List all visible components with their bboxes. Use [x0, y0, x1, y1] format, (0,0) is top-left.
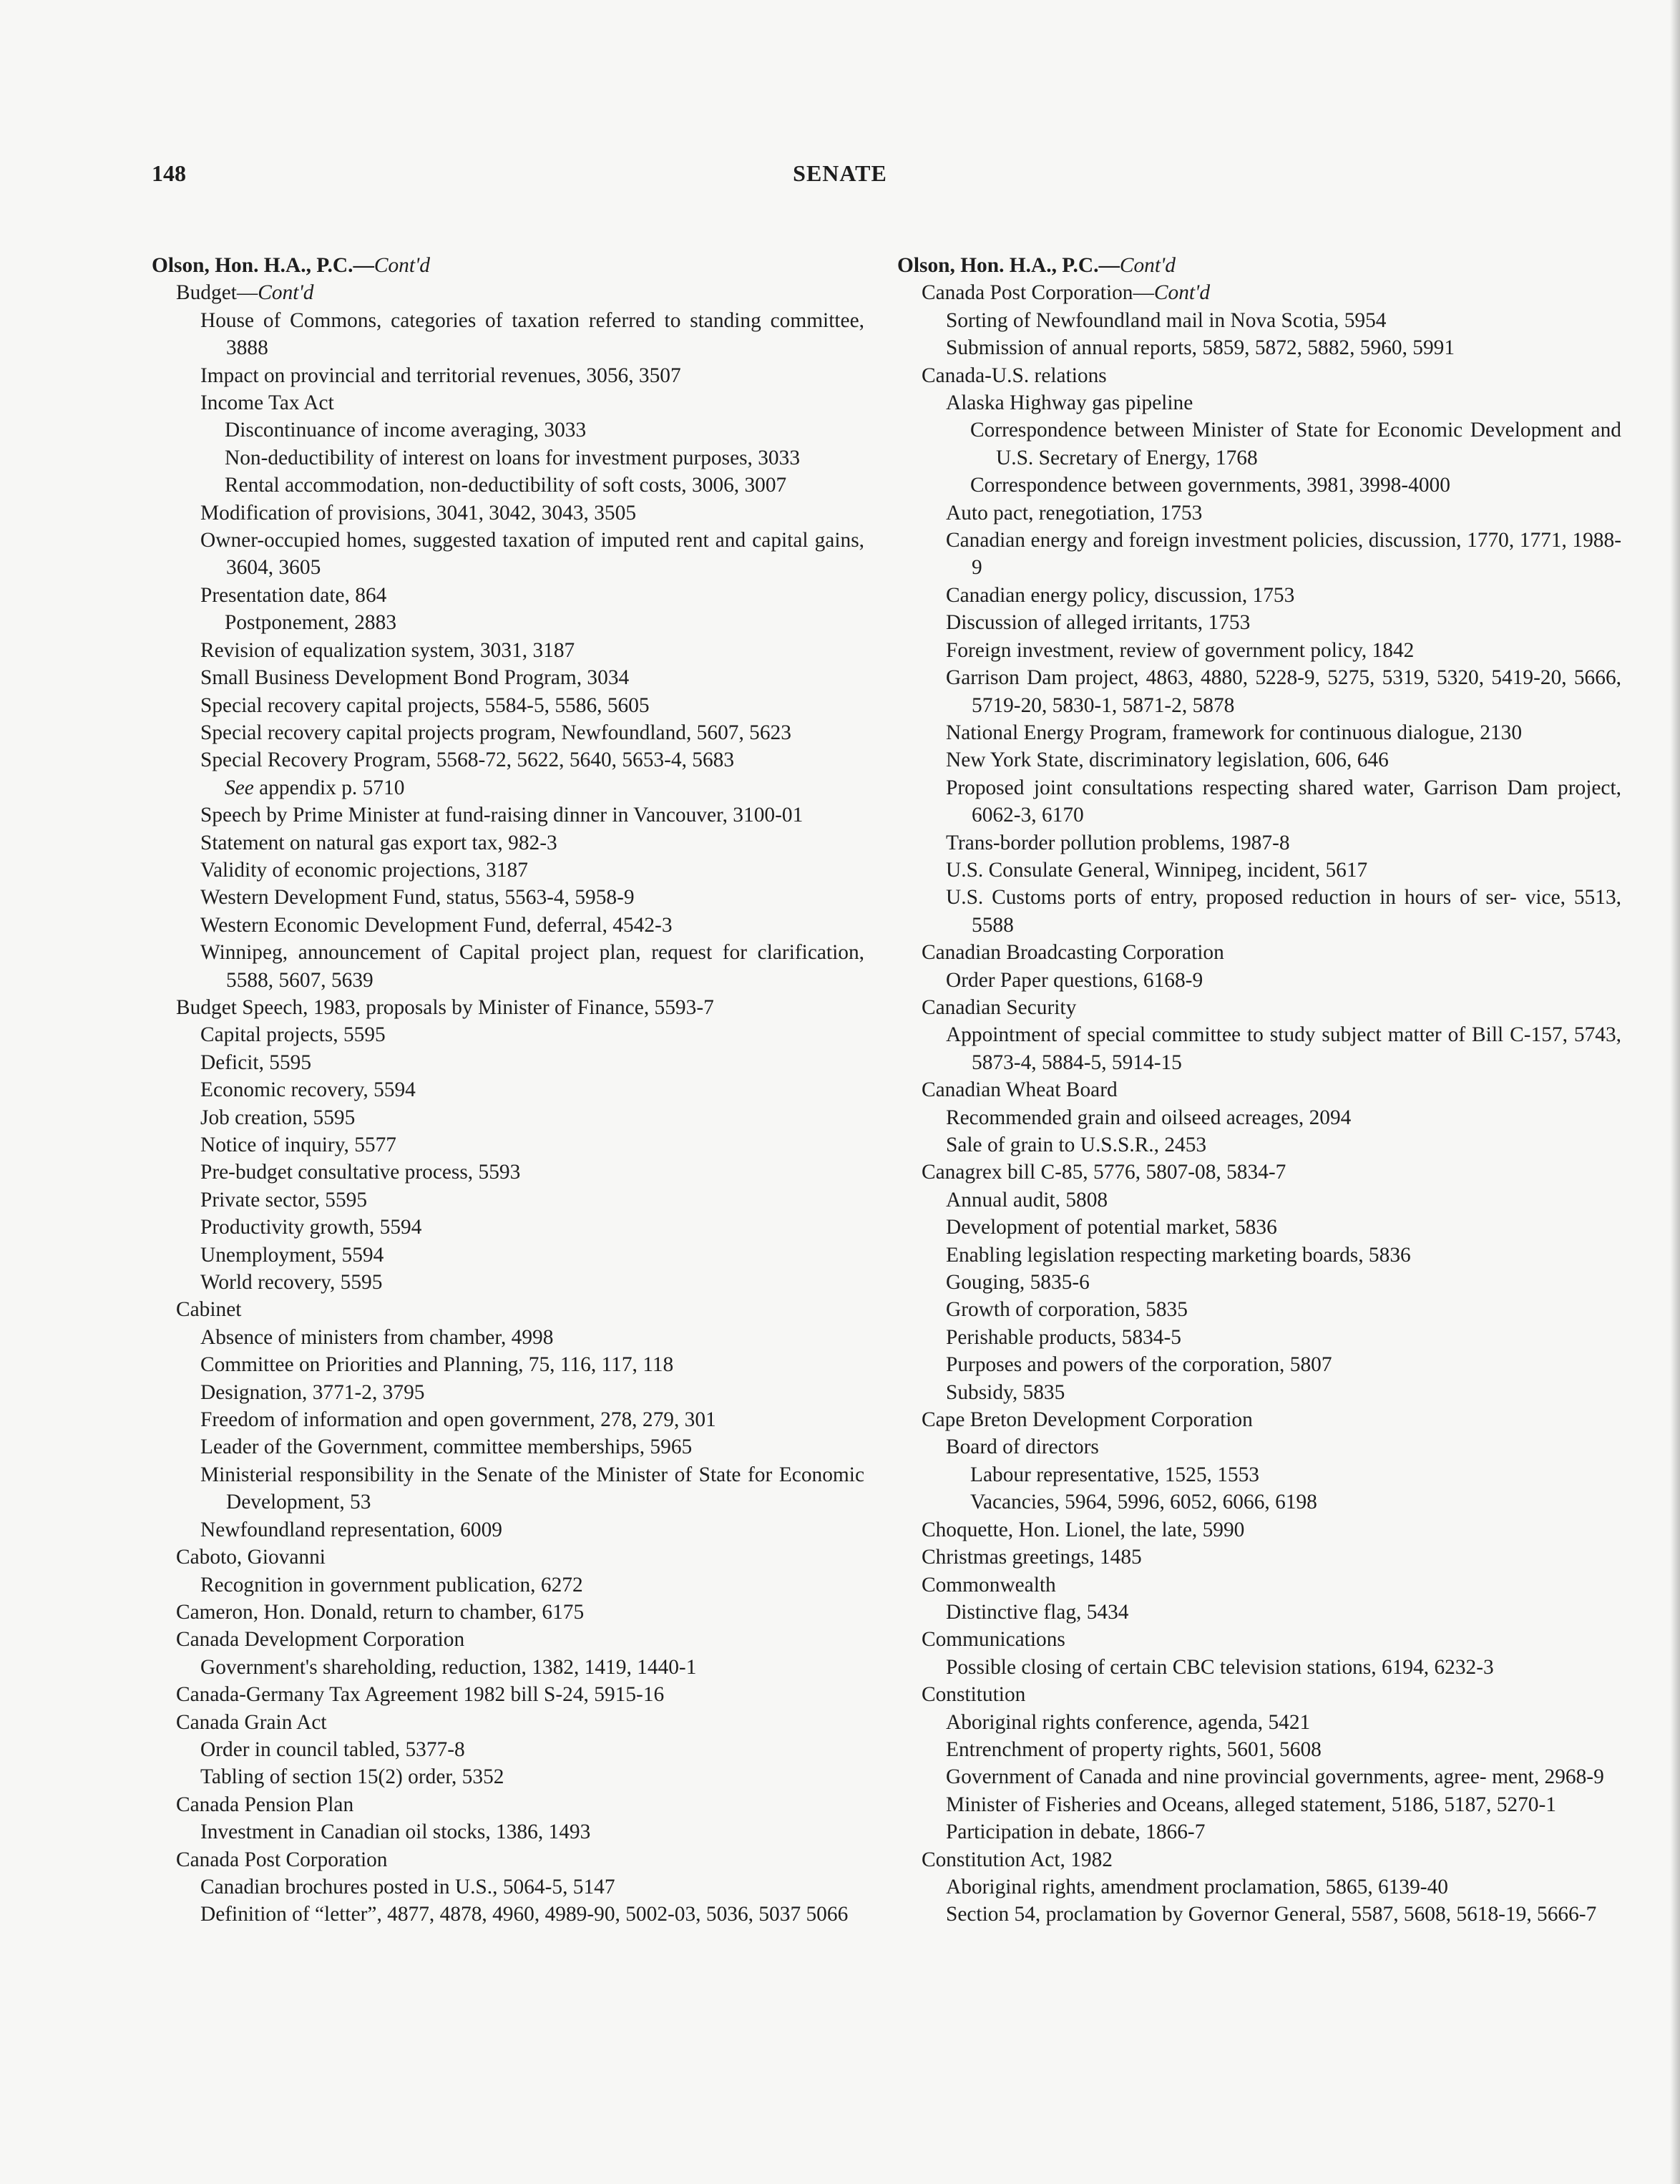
entry-text: Board of directors [946, 1435, 1099, 1459]
entry-text: Constitution Act, 1982 [922, 1848, 1113, 1871]
index-entry [152, 939, 864, 994]
index-entry [897, 1736, 1621, 1763]
entry-text: Canadian brochures posted in U.S., 5064-5, 5147 [200, 1875, 615, 1898]
index-entry [897, 279, 1621, 306]
entry-text: Government of Canada and nine provincial governments, agree- ment, 2968-9 [946, 1765, 1604, 1789]
entry-text: Presentation date, 864 [200, 583, 387, 607]
entry-text: Canada Development Corporation [176, 1628, 465, 1652]
entry-text: Canada-Germany Tax Agreement 1982 bill S-24, 5915-16 [176, 1683, 665, 1707]
index-entry [152, 1571, 864, 1599]
index-entry [897, 1324, 1621, 1351]
entry-text: Correspondence between Minister of State for Economic Development and U.S. Secretary of Energy, 1768 [970, 419, 1621, 469]
entry-text: House of Commons, categories of taxation referred to standing committee, 3888 [200, 308, 864, 360]
entry-text: Canadian Security [922, 995, 1077, 1019]
entry-text: Canada Grain Act [176, 1710, 327, 1734]
entry-text: Special Recovery Program, 5568-72, 5622, 5640, 5653-4, 5683 [200, 749, 735, 772]
entry-text: Canada-U.S. relations [922, 364, 1107, 387]
entry-text: Development of potential market, 5836 [946, 1216, 1277, 1239]
entry-text: Foreign investment, review of government policy, 1842 [946, 638, 1415, 662]
entry-text: Capital projects, 5595 [200, 1023, 386, 1047]
index-entry [152, 1763, 864, 1790]
entry-text: Auto pact, renegotiation, 1753 [946, 501, 1203, 525]
index-entry [897, 1076, 1621, 1103]
entry-text: Investment in Canadian oil stocks, 1386, 1493 [200, 1820, 591, 1844]
see-reference: See [225, 776, 254, 799]
entry-text: Commonwealth [922, 1573, 1056, 1596]
index-entry [897, 664, 1621, 719]
entry-text: Designation, 3771-2, 3795 [200, 1380, 425, 1404]
index-heading [897, 252, 1621, 279]
index-entry [897, 1681, 1621, 1708]
entry-text: Newfoundland representation, 6009 [200, 1518, 502, 1541]
index-entry [152, 692, 864, 719]
index-entry [152, 1818, 864, 1846]
entry-text: Rental accommodation, non-deductibility of soft costs, 3006, 3007 [225, 474, 787, 497]
entry-text: Vacancies, 5964, 5996, 6052, 6066, 6198 [970, 1491, 1317, 1514]
entry-text: Income Tax Act [200, 391, 334, 415]
entry-text: Canadian energy policy, discussion, 1753 [946, 583, 1295, 607]
entry-text: Owner-occupied homes, suggested taxation of imputed rent and capital gains, 3604, 3605 [200, 529, 864, 580]
index-entry [152, 499, 864, 527]
index-entry [897, 1131, 1621, 1159]
index-entry [152, 1791, 864, 1818]
entry-text: Proposed joint consultations respecting shared water, Garrison Dam project, 6062-3, 6170 [946, 776, 1621, 827]
index-entry [897, 1159, 1621, 1186]
entry-text: Olson, Hon. H.A., P.C.— [897, 254, 1120, 277]
entry-text: Unemployment, 5594 [200, 1243, 384, 1267]
index-entry [897, 416, 1621, 472]
entry-text: Canada Post Corporation [176, 1848, 388, 1871]
entry-text: Modification of provisions, 3041, 3042, 3043, 3505 [200, 501, 637, 525]
entry-text: Tabling of section 15(2) order, 5352 [200, 1765, 504, 1789]
index-entry [152, 527, 864, 582]
index-entry [897, 884, 1621, 939]
entry-text: U.S. Consulate General, Winnipeg, incident, 5617 [946, 858, 1368, 882]
continued-marker: Cont'd [258, 281, 314, 305]
index-entry [152, 609, 864, 636]
entry-text: Labour representative, 1525, 1553 [970, 1463, 1259, 1486]
index-entry [152, 1269, 864, 1296]
entry-text: Freedom of information and open government, 278, 279, 301 [200, 1408, 716, 1432]
entry-text: Order Paper questions, 6168-9 [946, 968, 1203, 992]
entry-text: Minister of Fisheries and Oceans, alleged statement, 5186, 5187, 5270-1 [946, 1793, 1556, 1816]
index-entry [897, 1873, 1621, 1901]
entry-text: Cabinet [176, 1298, 242, 1322]
entry-text: Ministerial responsibility in the Senate of the Minister of State for Economic Development, 53 [200, 1463, 864, 1514]
index-entry [152, 1131, 864, 1159]
index-entry [152, 307, 864, 362]
entry-text: Perishable products, 5834-5 [946, 1325, 1181, 1349]
entry-text: Western Development Fund, status, 5563-4, 5958-9 [200, 886, 635, 910]
index-entry [152, 746, 864, 774]
index-entry [897, 746, 1621, 774]
index-entry [152, 1873, 864, 1901]
index-entry [152, 1736, 864, 1763]
index-entry [152, 1461, 864, 1516]
index-entry [152, 444, 864, 472]
index-entry [897, 1269, 1621, 1296]
entry-text: Cameron, Hon. Donald, return to chamber, 6175 [176, 1600, 585, 1624]
entry-text: Speech by Prime Minister at fund-raising dinner in Vancouver, 3100-01 [200, 804, 804, 827]
entry-text: Notice of inquiry, 5577 [200, 1134, 396, 1156]
index-entry [897, 1709, 1621, 1736]
entry-text: Correspondence between governments, 3981, 3998-4000 [970, 474, 1450, 497]
index-entry [897, 939, 1621, 966]
index-entry [897, 1846, 1621, 1873]
entry-text: Discussion of alleged irritants, 1753 [946, 611, 1251, 635]
entry-text: Olson, Hon. H.A., P.C.— [152, 254, 374, 277]
index-entry [152, 1296, 864, 1323]
index-entry [897, 967, 1621, 994]
entry-text: Small Business Development Bond Program, 3034 [200, 666, 630, 690]
index-entry [897, 1104, 1621, 1131]
index-entry [897, 637, 1621, 664]
index-entry [897, 499, 1621, 527]
entry-text: Private sector, 5595 [200, 1188, 368, 1212]
index-entry [152, 801, 864, 829]
index-entry [897, 774, 1621, 829]
entry-text: Enabling legislation respecting marketing boards, 5836 [946, 1243, 1411, 1267]
index-entry [897, 857, 1621, 884]
entry-text: World recovery, 5595 [200, 1271, 383, 1295]
index-entry [152, 416, 864, 444]
index-entry [152, 664, 864, 691]
index-entry [897, 1571, 1621, 1599]
entry-text: Job creation, 5595 [200, 1106, 356, 1129]
index-column-left [152, 252, 864, 1929]
index-entry [897, 1488, 1621, 1516]
entry-text: Productivity growth, 5594 [200, 1216, 422, 1239]
index-entry [152, 1681, 864, 1708]
index-entry [897, 1654, 1621, 1681]
entry-text: Aboriginal rights conference, agenda, 5421 [946, 1710, 1311, 1734]
index-entry [152, 994, 864, 1021]
index-entry [152, 1709, 864, 1736]
index-entry [152, 1214, 864, 1241]
index-entry [152, 1901, 864, 1928]
entry-text: Definition of “letter”, 4877, 4878, 4960, 4989-90, 5002-03, 5036, 5037 5066 [200, 1903, 849, 1926]
index-entry [152, 1021, 864, 1048]
index-entry [897, 307, 1621, 334]
index-entry [152, 719, 864, 746]
entry-text: Canadian Wheat Board [922, 1078, 1118, 1102]
index-entry [152, 1242, 864, 1269]
entry-text: Canadian energy and foreign investment policies, discussion, 1770, 1771, 1988-9 [946, 529, 1621, 580]
entry-text: Order in council tabled, 5377-8 [200, 1737, 465, 1761]
index-entry [897, 1296, 1621, 1323]
index-entry [897, 1791, 1621, 1818]
index-entry [152, 1433, 864, 1461]
index-entry [897, 1901, 1621, 1928]
running-head: SENATE [793, 160, 887, 186]
entry-text: Purposes and powers of the corporation, 5807 [946, 1353, 1332, 1377]
index-entry [897, 1186, 1621, 1214]
index-entry [152, 1654, 864, 1681]
continued-marker: Cont'd [1153, 281, 1211, 305]
index-entry [897, 994, 1621, 1021]
index-entry [152, 582, 864, 609]
index-entry [152, 1516, 864, 1544]
entry-text: Budget— [176, 281, 258, 305]
index-column-right [897, 252, 1621, 1929]
index-entry [897, 1379, 1621, 1406]
entry-text: Constitution [922, 1683, 1026, 1707]
entry-text: Entrenchment of property rights, 5601, 5608 [946, 1737, 1322, 1761]
entry-text: National Energy Program, framework for continuous dialogue, 2130 [946, 721, 1523, 744]
entry-text: Recognition in government publication, 6272 [200, 1573, 583, 1596]
index-entry [152, 1324, 864, 1351]
entry-text: Postponement, 2883 [225, 611, 397, 635]
index-entry [897, 389, 1621, 416]
index-entry [897, 1461, 1621, 1488]
index-entry [152, 279, 864, 306]
index-entry [152, 1406, 864, 1433]
index-entry [897, 1626, 1621, 1653]
entry-text: Sale of grain to U.S.S.R., 2453 [946, 1134, 1207, 1156]
index-entry [152, 884, 864, 911]
index-entry [897, 1214, 1621, 1241]
index-entry [152, 829, 864, 857]
index-entry [152, 1626, 864, 1653]
page-edge-shadow [1670, 0, 1680, 2184]
entry-text: Pre-budget consultative process, 5593 [200, 1161, 521, 1184]
index-entry [897, 719, 1621, 746]
entry-text: Trans-border pollution problems, 1987-8 [946, 831, 1290, 854]
entry-text: Discontinuance of income averaging, 3033 [225, 419, 587, 442]
entry-text: Communications [922, 1628, 1065, 1652]
index-entry [897, 527, 1621, 582]
entry-text: Statement on natural gas export tax, 982-3 [200, 831, 557, 854]
index-entry [152, 1076, 864, 1103]
entry-text: Committee on Priorities and Planning, 75, 116, 117, 118 [200, 1353, 674, 1377]
continued-marker: Cont'd [1119, 254, 1176, 277]
index-entry [152, 1159, 864, 1186]
entry-text: Economic recovery, 5594 [200, 1078, 416, 1102]
entry-text: Cape Breton Development Corporation [922, 1408, 1253, 1432]
entry-text: Impact on provincial and territorial revenues, 3056, 3507 [200, 364, 681, 387]
entry-text: Sorting of Newfoundland mail in Nova Scotia, 5954 [946, 308, 1387, 332]
index-entry [897, 582, 1621, 609]
entry-text: Revision of equalization system, 3031, 3187 [200, 638, 575, 662]
entry-text: Christmas greetings, 1485 [922, 1546, 1142, 1569]
entry-text: Non-deductibility of interest on loans for investment purposes, 3033 [225, 446, 801, 469]
entry-text: Winnipeg, announcement of Capital project plan, request for clarification, 5588, 5607, 5639 [200, 941, 864, 992]
index-heading [152, 252, 864, 279]
index-entry [897, 1242, 1621, 1269]
page-number: 148 [152, 160, 186, 186]
index-entry [152, 1049, 864, 1076]
entry-text: Aboriginal rights, amendment proclamation, 5865, 6139-40 [946, 1875, 1448, 1898]
entry-text: Canadian Broadcasting Corporation [922, 941, 1224, 965]
entry-text: Choquette, Hon. Lionel, the late, 5990 [922, 1518, 1245, 1541]
index-entry [152, 637, 864, 664]
entry-text: Canada Post Corporation— [922, 281, 1154, 305]
index-entry [897, 1818, 1621, 1846]
index-entry [897, 1433, 1621, 1461]
entry-text: New York State, discriminatory legislation, 606, 646 [946, 749, 1389, 772]
index-entry [897, 1516, 1621, 1544]
entry-text: Garrison Dam project, 4863, 4880, 5228-9, 5275, 5319, 5320, 5419-20, 5666, 5719-20, 5830-1, 5871-2, 5878 [946, 666, 1621, 717]
entry-text: Subsidy, 5835 [946, 1380, 1065, 1404]
entry-text: Recommended grain and oilseed acreages, 2094 [946, 1106, 1352, 1129]
index-entry [152, 912, 864, 939]
index-entry [897, 829, 1621, 857]
index-entry [152, 857, 864, 884]
index-entry [152, 362, 864, 389]
index-entry [152, 1186, 864, 1214]
index-entry [152, 1599, 864, 1626]
entry-text: Leader of the Government, committee memberships, 5965 [200, 1435, 693, 1459]
entry-text: Submission of annual reports, 5859, 5872, 5882, 5960, 5991 [946, 336, 1455, 360]
entry-text: Validity of economic projections, 3187 [200, 858, 528, 882]
index-entry [897, 1021, 1621, 1076]
entry-text: Distinctive flag, 5434 [946, 1600, 1129, 1624]
index-entry [152, 389, 864, 416]
index-entry [152, 1104, 864, 1131]
index-entry [152, 1379, 864, 1406]
entry-text: Caboto, Giovanni [176, 1546, 326, 1569]
entry-text: Alaska Highway gas pipeline [946, 391, 1193, 415]
index-entry [897, 1599, 1621, 1626]
index-entry [897, 334, 1621, 361]
entry-text: Annual audit, 5808 [946, 1188, 1108, 1212]
entry-text: Government's shareholding, reduction, 1382, 1419, 1440-1 [200, 1655, 697, 1679]
index-entry [152, 1544, 864, 1571]
entry-text: Special recovery capital projects program, Newfoundland, 5607, 5623 [200, 721, 791, 744]
index-entry [152, 1351, 864, 1378]
entry-text: Possible closing of certain CBC television stations, 6194, 6232-3 [946, 1655, 1494, 1679]
index-entry [897, 1406, 1621, 1433]
entry-text: U.S. Customs ports of entry, proposed reduction in hours of ser- vice, 5513, 5588 [946, 886, 1621, 937]
entry-text: Participation in debate, 1866-7 [946, 1820, 1206, 1844]
index-entry [897, 1351, 1621, 1378]
index-entry [897, 609, 1621, 636]
entry-text: Special recovery capital projects, 5584-5, 5586, 5605 [200, 693, 650, 717]
entry-text: Appointment of special committee to study subject matter of Bill C-157, 5743, 5873-4, 5884-5, 5914-15 [946, 1023, 1621, 1074]
index-entry [897, 1544, 1621, 1571]
entry-text: Canada Pension Plan [176, 1793, 354, 1816]
index-entry [152, 472, 864, 499]
entry-text: Gouging, 5835-6 [946, 1271, 1090, 1295]
entry-text: Canagrex bill C-85, 5776, 5807-08, 5834-7 [922, 1161, 1286, 1184]
entry-text: Deficit, 5595 [200, 1050, 312, 1074]
index-entry [897, 1763, 1621, 1790]
entry-text: Absence of ministers from chamber, 4998 [200, 1325, 554, 1349]
entry-text: Growth of corporation, 5835 [946, 1298, 1188, 1322]
index-entry [152, 774, 864, 801]
entry-text: Budget Speech, 1983, proposals by Minister of Finance, 5593-7 [176, 995, 714, 1019]
entry-text: Western Economic Development Fund, deferral, 4542-3 [200, 913, 673, 937]
index-entry [152, 1846, 864, 1873]
index-entry [897, 472, 1621, 499]
entry-text: appendix p. 5710 [253, 776, 405, 799]
index-entry [897, 362, 1621, 389]
continued-marker: Cont'd [373, 254, 430, 277]
entry-text: Section 54, proclamation by Governor General, 5587, 5608, 5618-19, 5666-7 [946, 1903, 1597, 1926]
